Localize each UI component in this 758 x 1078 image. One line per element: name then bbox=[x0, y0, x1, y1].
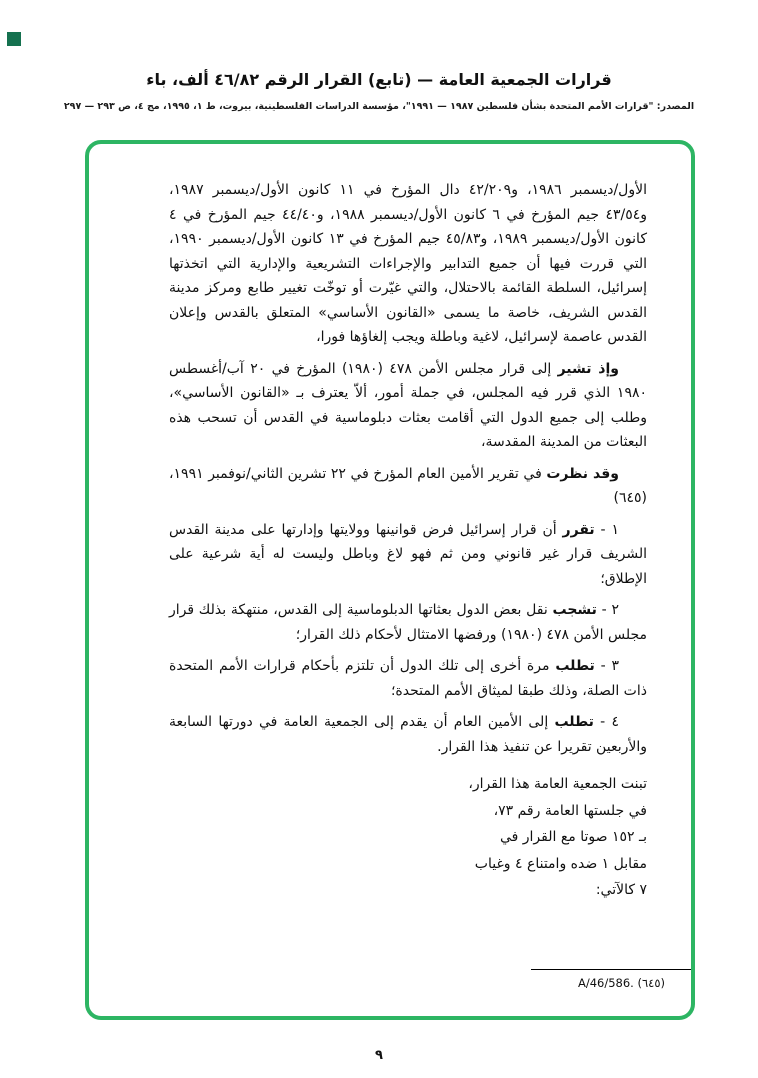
resolution-text bbox=[169, 178, 647, 904]
vote-line: تبنت الجمعية العامة هذا القرار، bbox=[468, 776, 647, 792]
page-number: ٩ bbox=[375, 1048, 383, 1063]
paragraph-number: ٤ - bbox=[593, 714, 619, 730]
corner-mark bbox=[7, 32, 21, 46]
paragraph-text: الأول/ديسمبر ١٩٨٦، و٤٢/٢٠٩ دال المؤرخ في ١١ كانون الأول/ديسمبر ١٩٨٧، و٤٣/٥٤ جيم المؤرخ في ٦ كانون الأول/ديسمبر ١٩٨٨، و٤٤/٤٠ جيم المؤرخ في ٤ كانون الأول/ديسمبر ١٩٨٩، و٤٥/٨٣ جيم المؤرخ في ١٣ كانون الأول/ديسمبر ١٩٩٠، التي قررت فيها أن جميع التدابير والإجراءات التشريعية والإدارية التي اتخذتها إسرائيل، السلطة القائمة بالاحتلال، والتي غيّرت أو توخّت تغيير طابع ومركز مدينة القدس الشريف، خاصة ما يسمى «القانون الأساسي» المتعلق بالقدس وإعلان القدس عاصمة لإسرائيل، لاغية وباطلة ويجب إلغاؤها فورا، bbox=[169, 182, 648, 345]
paragraph bbox=[169, 178, 647, 350]
vote-line: ٧ كالآتي: bbox=[595, 882, 647, 899]
paragraph bbox=[169, 518, 647, 592]
paragraph-lead: وإذ تشير bbox=[557, 360, 619, 377]
paragraph-lead: تطلب bbox=[554, 714, 594, 730]
footnote-symbol: A/46/586. bbox=[577, 976, 634, 990]
paragraph bbox=[169, 357, 647, 455]
paragraph-text: في تقرير الأمين العام المؤرخ في ٢٢ تشرين الثاني/نوفمبر ١٩٩١،(٦٤٥) bbox=[169, 465, 647, 506]
paragraph-number: ٢ - bbox=[596, 602, 620, 618]
vote-line: في جلستها العامة رقم ٧٣، bbox=[493, 802, 647, 819]
paragraph-text: مرة أخرى إلى تلك الدول أن تلتزم بأحكام قرارات الأمم المتحدة ذات الصلة، وذلك طبقا لميثاق الأمم المتحدة؛ bbox=[169, 658, 647, 699]
paragraph bbox=[169, 710, 647, 759]
paragraph-number: ٣ - bbox=[594, 658, 620, 674]
vote-record bbox=[169, 771, 647, 904]
footnote-rule bbox=[531, 969, 691, 970]
footnote-marker: (٦٤٥) bbox=[637, 976, 665, 990]
source-citation: المصدر: "قرارات الأمم المتحدة بشأن فلسطين ١٩٨٧ — ١٩٩١"، مؤسسة الدراسات الفلسطينية، بيروت، ط ١، ١٩٩٥، مج ٤، ص ٢٩٣ — ٢٩٧ bbox=[63, 101, 695, 112]
paragraph bbox=[169, 598, 647, 647]
footnote bbox=[169, 969, 691, 990]
vote-line: بـ ١٥٢ صوتا مع القرار في bbox=[499, 829, 647, 846]
paragraph-text: إلى قرار مجلس الأمن ٤٧٨ (١٩٨٠) المؤرخ في ٢٠ آب/أغسطس ١٩٨٠ الذي قرر فيه المجلس، في جملة أمور، ألاّ يعترف بـ «القانون الأساسي»، وطلب إلى جميع الدول التي أقامت بعثات دبلوماسية في القدس أن تسحب هذه البعثات من المدينة المقدسة، bbox=[169, 360, 647, 450]
paragraph-lead: وقد نظرت bbox=[546, 465, 619, 482]
resolution-box bbox=[85, 140, 695, 1020]
footnote-text bbox=[169, 976, 691, 990]
paragraph-lead: تقرر bbox=[562, 521, 595, 538]
vote-line: مقابل ١ ضده وامتناع ٤ وغياب bbox=[474, 855, 647, 872]
paragraph bbox=[169, 654, 647, 703]
paragraph-lead: تطلب bbox=[555, 658, 595, 674]
paragraph bbox=[169, 462, 647, 511]
paragraph-text: نقل بعض الدول بعثاتها الدبلوماسية إلى القدس، منتهكة بذلك قرار مجلس الأمن ٤٧٨ (١٩٨٠) ورفضها الامتثال لأحكام ذلك القرار؛ bbox=[169, 602, 647, 643]
paragraph-number: ١ - bbox=[594, 521, 620, 538]
paragraph-lead: تشجب bbox=[552, 602, 597, 618]
page-title: قرارات الجمعية العامة — (تابع) القرار الرقم ٤٦/٨٢ ألف، باء bbox=[146, 70, 612, 89]
paragraph-text: إلى الأمين العام أن يقدم إلى الجمعية العامة في دورتها السابعة والأربعين تقريرا عن تنفيذ هذا القرار. bbox=[169, 714, 647, 755]
paragraph-text: أن قرار إسرائيل فرض قوانينها وولايتها وإدارتها على مدينة القدس الشريف قرار غير قانوني ومن ثم فهو لاغ وباطل وليست له أية شرعية على الإطلاق؛ bbox=[169, 521, 647, 587]
